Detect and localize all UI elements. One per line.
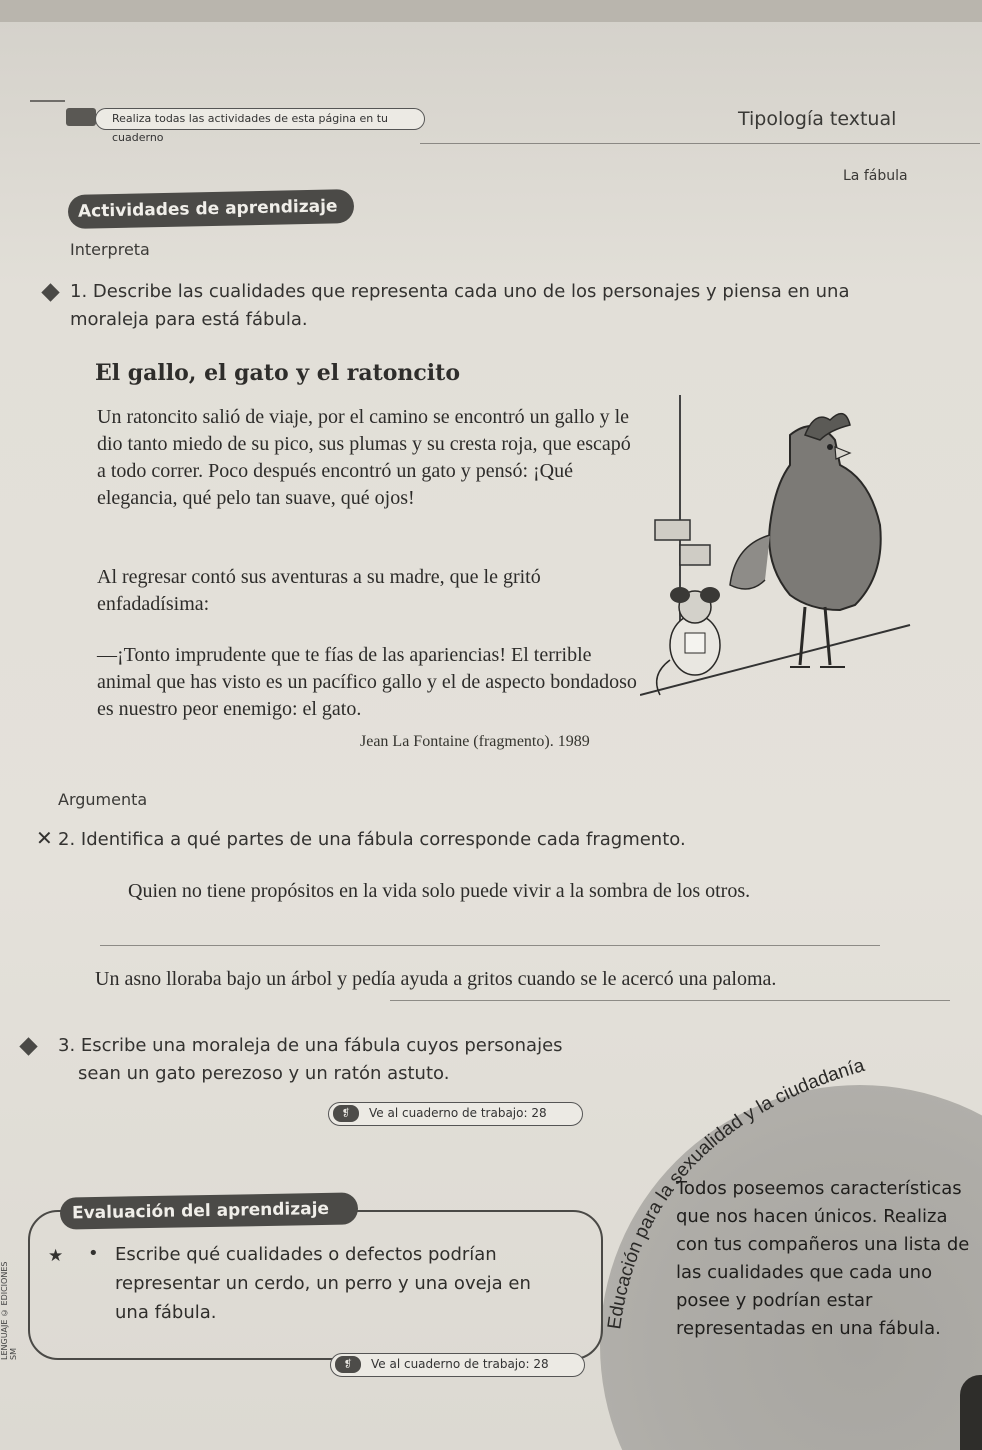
workbook-link-evaluation[interactable] [330,1353,585,1377]
fragment-2: Un asno lloraba bajo un árbol y pedía ayuda a gritos cuando se le acercó una paloma. [95,968,777,990]
fable-paragraph-2: Al regresar contó sus aventuras a su madre, que le gritó enfadadísima: [97,566,541,615]
workbook-icon: ❡ [333,1105,359,1122]
page-corner-shadow [960,1375,982,1450]
activities-ribbon: Actividades de aprendizaje [68,189,355,229]
cross-mark-icon: ✕ [36,826,53,850]
fragment-divider-2 [390,1000,950,1001]
header-divider [420,143,980,144]
publisher-edge-text: LENGUAJE © EDICIONES SM [0,1261,18,1360]
fragment-divider [100,945,880,946]
workbook-link-q3[interactable] [328,1102,583,1126]
diamond-bullet-icon [19,1037,37,1055]
workbook-link-label: Ve al cuaderno de trabajo: 28 [369,1106,547,1120]
rooster-mouse-illustration [640,395,920,725]
argumenta-label: Argumenta [58,790,148,809]
question-3-line-2: sean un gato perezoso y un ratón astuto. [78,1063,450,1084]
fable-paragraph-1: Un ratoncito salió de viaje, por el camino se encontró un gallo y le dio tanto miedo de su pico, sus plumas y su cresta roja, que escapó a todo correr. Poco después encontró un gato y pensó: ¡Qué elegancia, qué pelo tan suave, qué ojos! [97,406,631,509]
evaluation-ribbon: Evaluación del aprendizaje [60,1192,359,1229]
fragment-1: Quien no tiene propósitos en la vida solo puede vivir a la sombra de los otros. [128,880,751,902]
page-number-badge [66,108,96,126]
evaluation-bullet: • [88,1243,99,1264]
evaluation-text: Escribe qué cualidades o defectos podrían representar un cerdo, un perro y una oveja en una fábula. [115,1244,531,1323]
header-rule [30,100,65,102]
top-shadow-strip [0,0,982,22]
fable-title: El gallo, el gato y el ratoncito [95,360,460,386]
fable-paragraph-3: —¡Tonto imprudente que te fías de las apariencias! El terrible animal que has visto es un pacífico gallo y el de aspecto bondadoso es nuestro peor enemigo: el gato. [97,644,637,720]
star-icon: ★ [48,1246,64,1266]
subtopic-label: La fábula [843,168,908,184]
workbook-link-label: Ve al cuaderno de trabajo: 28 [371,1357,549,1371]
svg-text:Educación para la sexualidad y: Educación para la sexualidad y la ciudadanía [604,1055,867,1331]
instruction-pill: Realiza todas las actividades de esta página en tu cuaderno [95,108,425,130]
diamond-bullet-icon [41,283,59,301]
side-note-text: Todos poseemos características que nos hacen únicos. Realiza con tus compañeros una lista de las cualidades que cada uno posee y podrían estar representadas en una fábula. [676,1178,970,1339]
question-2: 2. Identifica a qué partes de una fábula corresponde cada fragmento. [58,829,686,850]
fable-author: Jean La Fontaine (fragmento). 1989 [360,733,590,750]
workbook-icon: ❡ [335,1356,361,1373]
topic-title: Tipología textual [738,108,897,130]
question-3-line-1: 3. Escribe una moraleja de una fábula cuyos personajes [58,1035,563,1056]
interpreta-label: Interpreta [70,240,150,259]
question-1: 1. Describe las cualidades que representa cada uno de los personajes y piensa en una moraleja para está fábula. [70,281,850,330]
